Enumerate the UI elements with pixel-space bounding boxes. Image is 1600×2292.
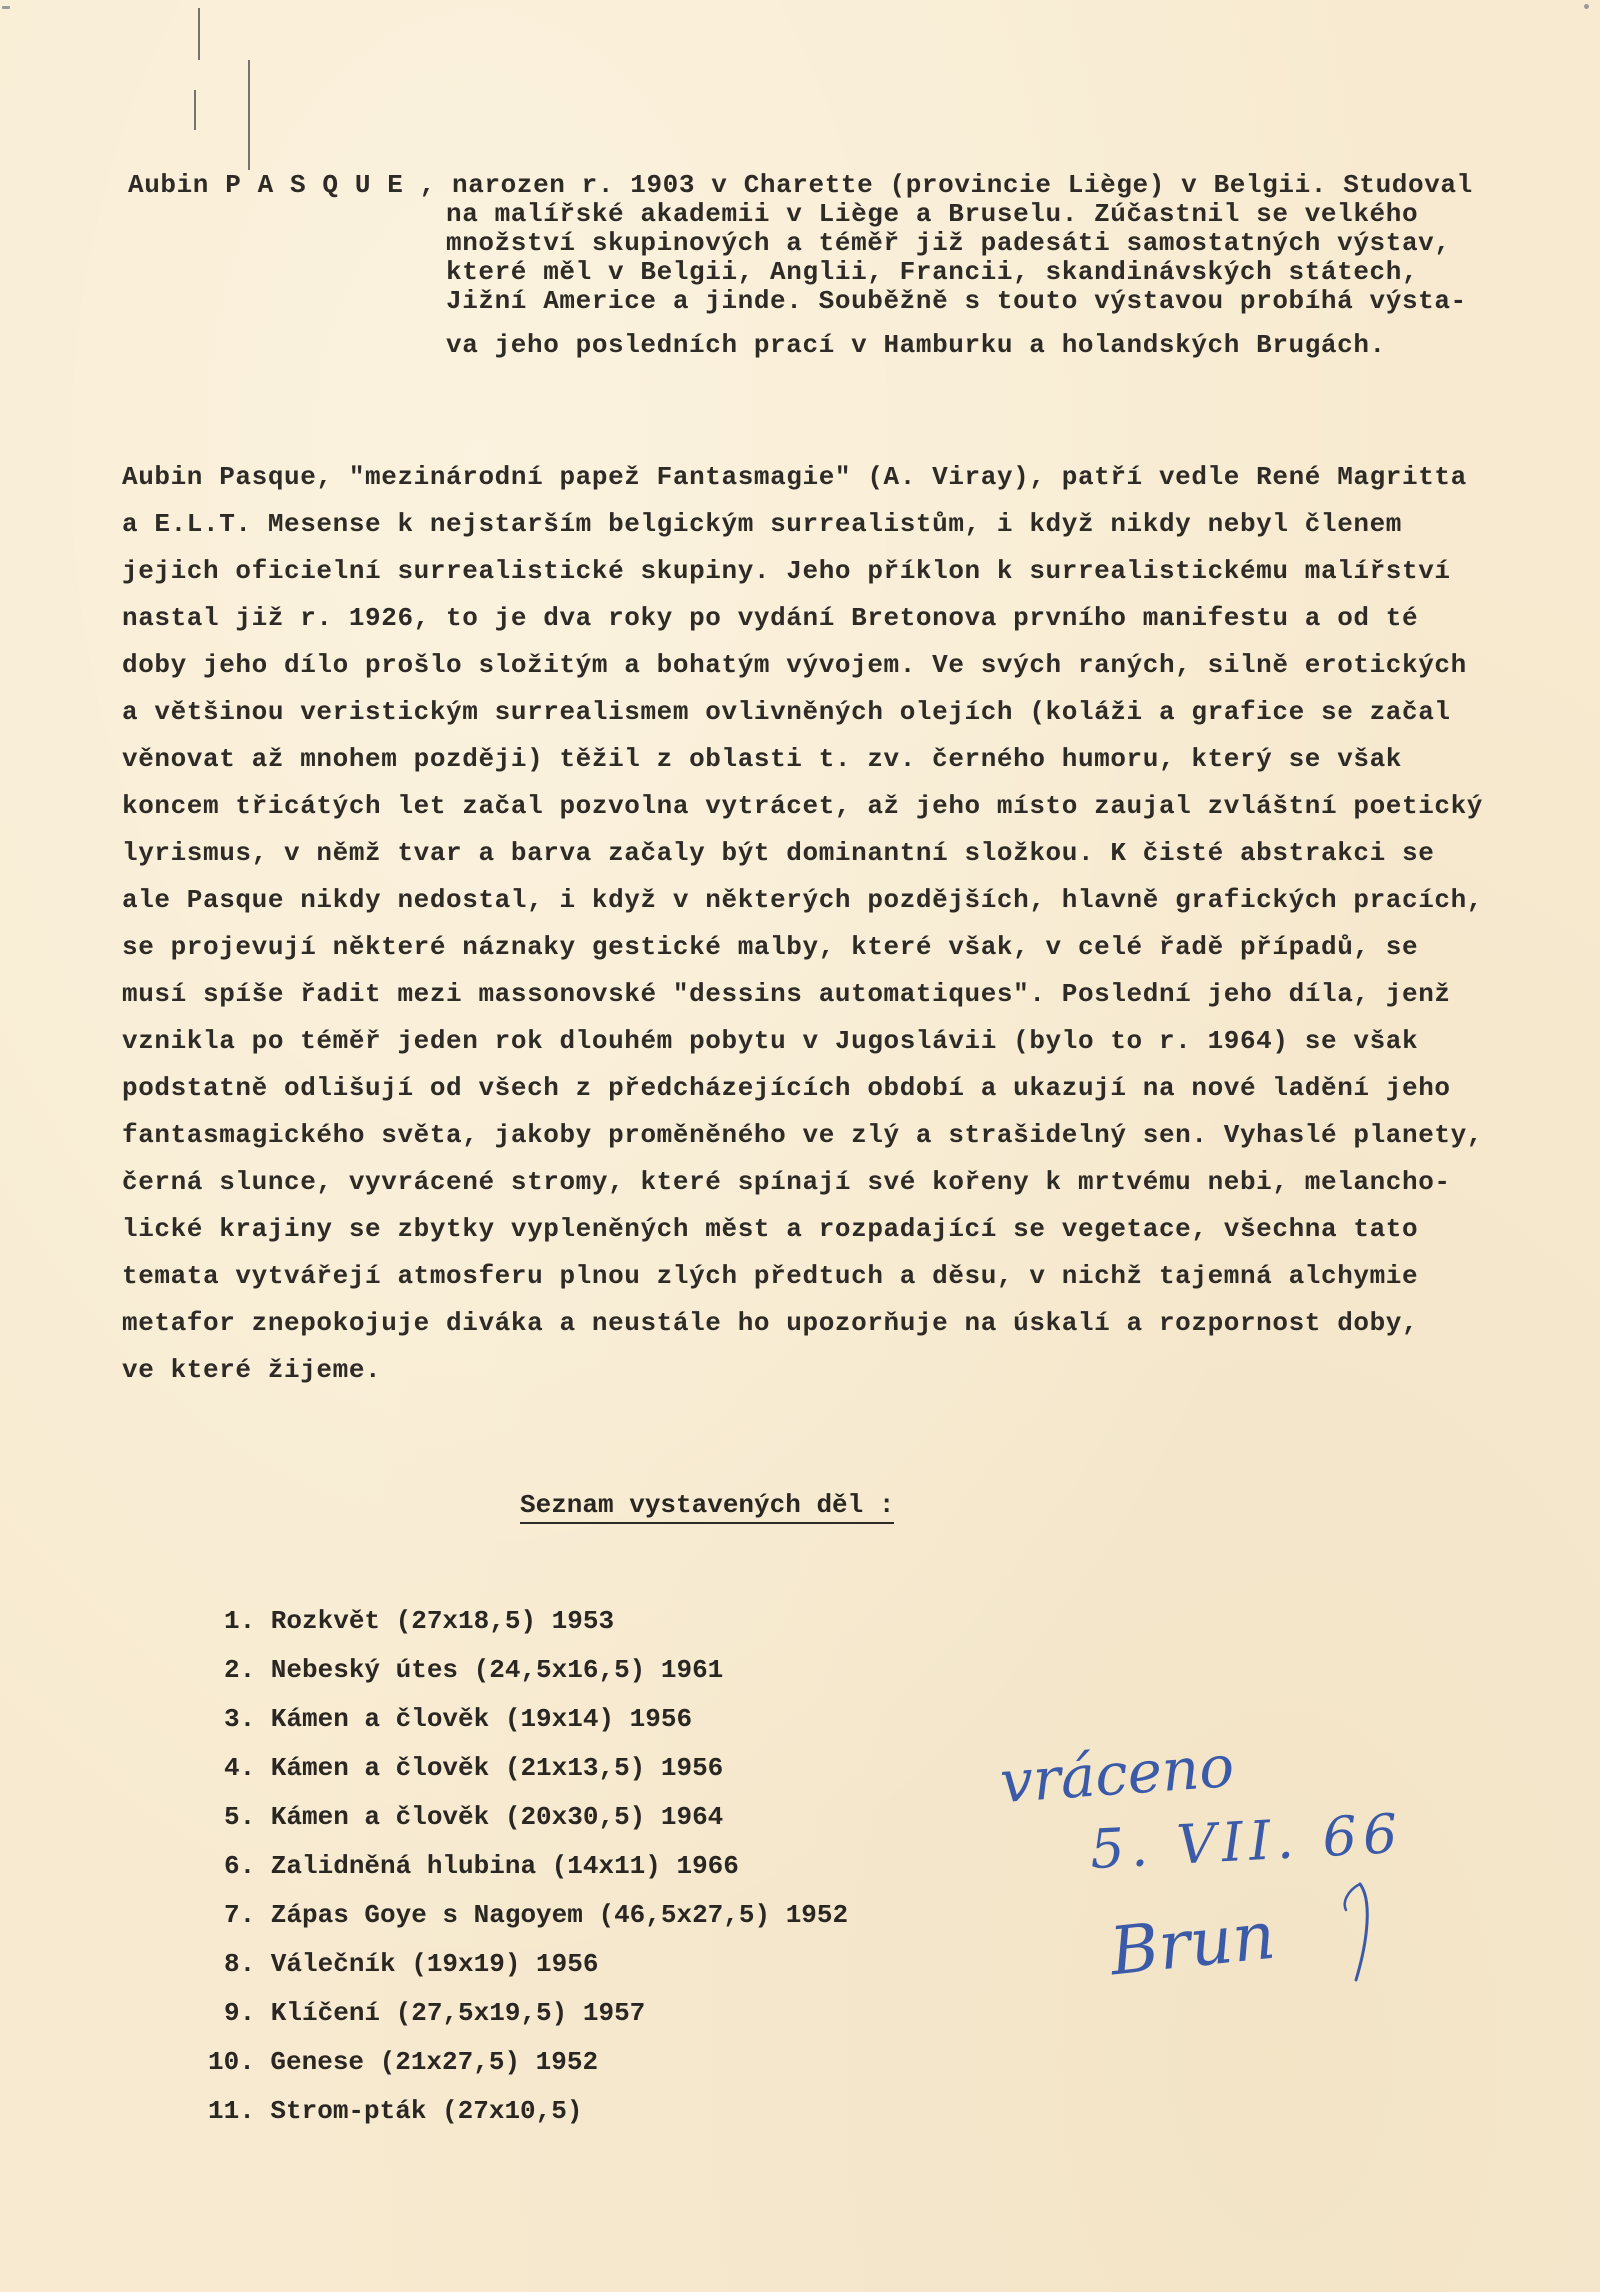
body-line: jejich oficielní surrealistické skupiny. Jeho příklon k surrealistickému malířství xyxy=(122,556,1451,586)
bio-line: na malířské akademii v Liège a Bruselu. Zúčastnil se velkého xyxy=(446,199,1419,229)
body-line: fantasmagického světa, jakoby proměněného ve zlý a strašidelný sen. Vyhaslé planety, xyxy=(122,1120,1484,1150)
body-line: lické krajiny se zbytky vypleněných měst a rozpadající se vegetace, všechna tato xyxy=(122,1214,1419,1244)
binding-mark xyxy=(194,90,196,130)
list-item: 3. Kámen a člověk (19x14) 1956 xyxy=(224,1704,693,1734)
list-heading: Seznam vystavených děl : xyxy=(520,1490,894,1524)
corner-dot xyxy=(1584,4,1589,9)
handwritten-note-returned: vráceno xyxy=(997,1731,1237,1817)
body-line: temata vytvářejí atmosferu plnou zlých předtuch a děsu, v nichž tajemná alchymie xyxy=(122,1261,1419,1291)
binding-mark xyxy=(248,60,250,170)
body-line: musí spíše řadit mezi massonovské "dessins automatiques". Poslední jeho díla, jenž xyxy=(122,979,1451,1009)
body-line: a E.L.T. Mesense k nejstarším belgickým surrealistům, i když nikdy nebyl členem xyxy=(122,509,1402,539)
list-item: 9. Klíčení (27,5x19,5) 1957 xyxy=(224,1998,646,2028)
body-line: věnovat až mnohem později) těžil z oblasti t. zv. černého humoru, který se však xyxy=(122,744,1402,774)
bio-line: va jeho posledních prací v Hamburku a holandských Brugách. xyxy=(446,330,1386,360)
signature-flourish xyxy=(1300,1880,1390,1990)
body-line: koncem třicátých let začal pozvolna vytrácet, až jeho místo zaujal zvláštní poetický xyxy=(122,791,1484,821)
body-line: ve které žijeme. xyxy=(122,1355,382,1385)
handwritten-date: 5. VII. 66 xyxy=(1088,1801,1405,1882)
body-line: nastal již r. 1926, to je dva roky po vydání Bretonova prvního manifestu a od té xyxy=(122,603,1419,633)
body-line: podstatně odlišují od všech z předcházejících období a ukazují na nové ladění jeho xyxy=(122,1073,1451,1103)
list-item: 11. Strom-pták (27x10,5) xyxy=(208,2096,583,2126)
list-item: 4. Kámen a člověk (21x13,5) 1956 xyxy=(224,1753,724,1783)
body-line: lyrismus, v němž tvar a barva začaly být dominantní složkou. K čisté abstrakci se xyxy=(122,838,1435,868)
bio-line: Aubin P A S Q U E , narozen r. 1903 v Charette (provincie Liège) v Belgii. Studoval xyxy=(128,170,1473,200)
body-line: vznikla po téměř jeden rok dlouhém pobytu v Jugoslávii (bylo to r. 1964) se však xyxy=(122,1026,1419,1056)
signature: Brun xyxy=(1106,1896,1279,1991)
list-item: 10. Genese (21x27,5) 1952 xyxy=(208,2047,599,2077)
binding-mark xyxy=(198,8,200,60)
body-line: Aubin Pasque, "mezinárodní papež Fantasmagie" (A. Viray), patří vedle René Magritta xyxy=(122,462,1467,492)
list-item: 5. Kámen a člověk (20x30,5) 1964 xyxy=(224,1802,724,1832)
body-line: metafor znepokojuje diváka a neustále ho upozorňuje na úskalí a rozpornost doby, xyxy=(122,1308,1419,1338)
bio-line: které měl v Belgii, Anglii, Francii, skandinávských státech, xyxy=(446,257,1419,287)
list-item: 2. Nebeský útes (24,5x16,5) 1961 xyxy=(224,1655,724,1685)
list-item: 1. Rozkvět (27x18,5) 1953 xyxy=(224,1606,615,1636)
bio-line: množství skupinových a téměř již padesáti samostatných výstav, xyxy=(446,228,1451,258)
body-line: a většinou veristickým surrealismem ovlivněných olejích (koláži a grafice se začal xyxy=(122,697,1451,727)
corner-dot xyxy=(2,6,10,9)
body-line: se projevují některé náznaky gestické malby, které však, v celé řadě případů, se xyxy=(122,932,1419,962)
list-item: 7. Zápas Goye s Nagoyem (46,5x27,5) 1952 xyxy=(224,1900,849,1930)
bio-line: Jižní Americe a jinde. Souběžně s touto výstavou probíhá výsta- xyxy=(446,286,1467,316)
list-item: 6. Zalidněná hlubina (14x11) 1966 xyxy=(224,1851,739,1881)
body-line: doby jeho dílo prošlo složitým a bohatým vývojem. Ve svých raných, silně erotických xyxy=(122,650,1467,680)
body-line: ale Pasque nikdy nedostal, i když v některých pozdějších, hlavně grafických pracích, xyxy=(122,885,1484,915)
list-item: 8. Válečník (19x19) 1956 xyxy=(224,1949,599,1979)
body-line: černá slunce, vyvrácené stromy, které spínají své kořeny k mrtvému nebi, melancho- xyxy=(122,1167,1451,1197)
